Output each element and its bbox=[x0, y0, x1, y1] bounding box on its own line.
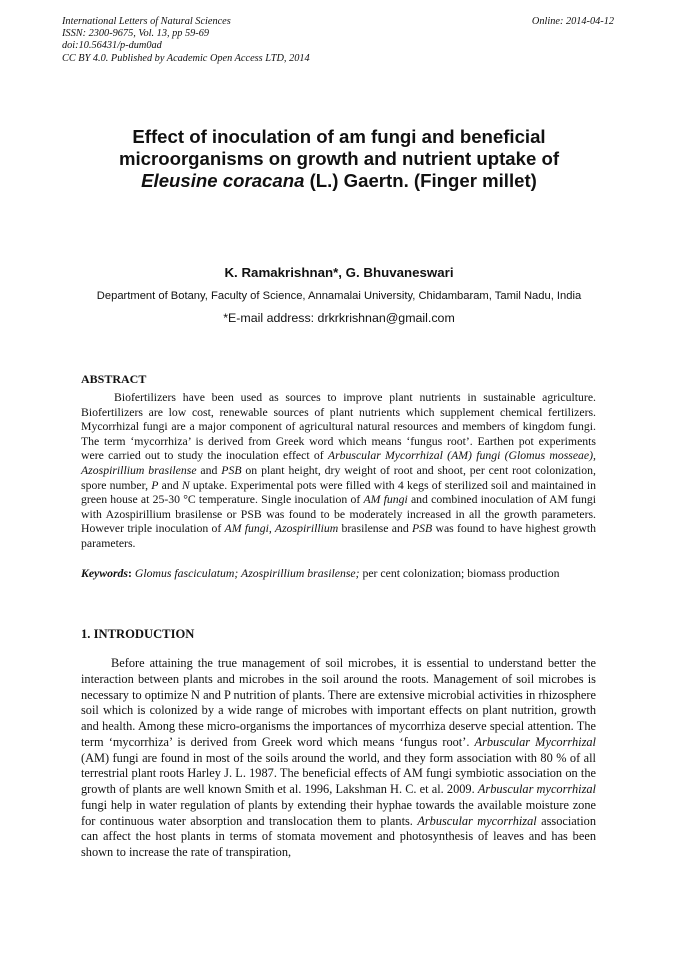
paper-title bbox=[70, 126, 608, 192]
introduction-body bbox=[81, 656, 596, 861]
abstract-text: uptake. Experimental pots were filled with 4 kegs of sterilized soil and maintained in green house at 25-30 °C temperature. Single inoculation of bbox=[81, 478, 596, 507]
intro-text: (AM) fungi are found in most of the soils around the world, and they form association with 80 % of all terrestrial plant roots Harley J. L. 1987. The beneficial effects of AM fungi symbiotic association on the growth of plants are well known Smith et al. 1996, Lakshman H. C. et al. 2009. bbox=[81, 750, 596, 796]
journal-license: CC BY 4.0. Published by Academic Open Access LTD, 2014 bbox=[62, 52, 310, 64]
abstract-text: on plant height, dry weight of root and shoot, per cent root colonization, spore number, bbox=[81, 463, 596, 492]
intro-text: Before attaining the true management of soil microbes, it is essential to understand better the interaction between plants and microbes in the soil around the roots. Management of soil microbes is necessary to optimize N and P nutrition of plants. There are extensive microbial activities in rhizosphere soil which is colonized by a wide range of microbes with important effects on plant nutrition, growth and health. Among these micro-organisms the importances of mycorrhiza deserve special attention. The term ‘mycorrhiza’ is derived from Greek word which means ‘fungus root’. bbox=[81, 656, 596, 749]
abstract-text: Biofertilizers have been used as sources to improve plant nutrients in sustainable agriculture. Biofertilizers are low cost, renewable sources of plant nutrients which supplement chemical fertilizers. Mycorrhizal fungi are a major component of agricultural natural resources and members of kingdom fungi. The term ‘mycorrhiza’ is derived from Greek word which means ‘fungus root’. Earthen pot experiments were carried out to study the inoculation effect of bbox=[81, 391, 596, 463]
title-species: Eleusine coracana bbox=[141, 170, 305, 191]
journal-name: International Letters of Natural Sciences bbox=[62, 16, 231, 27]
affiliation: Department of Botany, Faculty of Science, Annamalai University, Chidambaram, Tamil Nadu, India bbox=[96, 290, 582, 302]
abstract-text: and bbox=[158, 478, 182, 492]
intro-text: fungi help in water regulation of plants by extending their hyphae towards the available moisture zone for continuous water absorption and translocation them to plants. bbox=[81, 797, 596, 828]
keywords-rest: per cent colonization; biomass production bbox=[359, 567, 560, 580]
title-line-1: Effect of inoculation of am fungi and beneficial bbox=[132, 126, 546, 147]
abstract-text: and bbox=[196, 463, 222, 477]
abstract-text: brasilense and bbox=[338, 522, 412, 536]
keywords-label: Keywords bbox=[81, 567, 128, 580]
journal-header bbox=[62, 16, 614, 65]
keywords-colon: : bbox=[128, 567, 132, 580]
abstract-heading: ABSTRACT bbox=[81, 372, 147, 386]
title-line-3 bbox=[70, 170, 608, 192]
abstract-italic: P bbox=[151, 478, 159, 492]
keywords-italic: Glomus fasciculatum; Azospirillium brasilense; bbox=[131, 567, 360, 580]
abstract-italic: PSB bbox=[221, 463, 242, 477]
abstract-italic: N bbox=[181, 478, 190, 492]
online-date: Online: 2014-04-12 bbox=[531, 16, 614, 27]
keywords bbox=[81, 567, 601, 580]
abstract-italic: AM fungi, Azospirillium bbox=[224, 522, 339, 536]
journal-issn: ISSN: 2300-9675, Vol. 13, pp 59-69 bbox=[62, 28, 210, 40]
authors: K. Ramakrishnan*, G. Bhuvaneswari bbox=[224, 265, 454, 280]
title-line-2: microorganisms on growth and nutrient uptake of bbox=[118, 148, 560, 169]
intro-italic: Arbuscular Mycorrhizal bbox=[474, 734, 596, 749]
introduction-heading: 1. INTRODUCTION bbox=[81, 627, 195, 641]
email-address: *E-mail address: drkrkrishnan@gmail.com bbox=[223, 311, 455, 325]
abstract-body bbox=[81, 391, 596, 552]
abstract-text: and combined inoculation of AM fungi with Azospirillium brasilense or PSB was found to be moderately increased in all the growth parameters. However triple inoculation of bbox=[81, 493, 596, 536]
abstract-text: was found to have highest growth parameters. bbox=[81, 522, 596, 550]
intro-text: association can affect the host plants in terms of stomata movement and photosynthesis of leaves and has been shown to increase the rate of transpiration, bbox=[81, 813, 596, 859]
abstract-italic: PSB bbox=[411, 522, 433, 536]
abstract-italic: AM fungi bbox=[363, 493, 408, 507]
intro-italic: Arbuscular mycorrhizal bbox=[477, 782, 596, 796]
intro-italic: Arbuscular mycorrhizal bbox=[417, 813, 537, 828]
journal-doi: doi:10.56431/p-dum0ad bbox=[62, 40, 162, 52]
abstract-italic: Arbuscular Mycorrhizal (AM) fungi (Glomus mosseae), Azospirillium brasilense bbox=[81, 449, 596, 477]
title-line-3-rest: (L.) Gaertn. (Finger millet) bbox=[304, 170, 537, 191]
